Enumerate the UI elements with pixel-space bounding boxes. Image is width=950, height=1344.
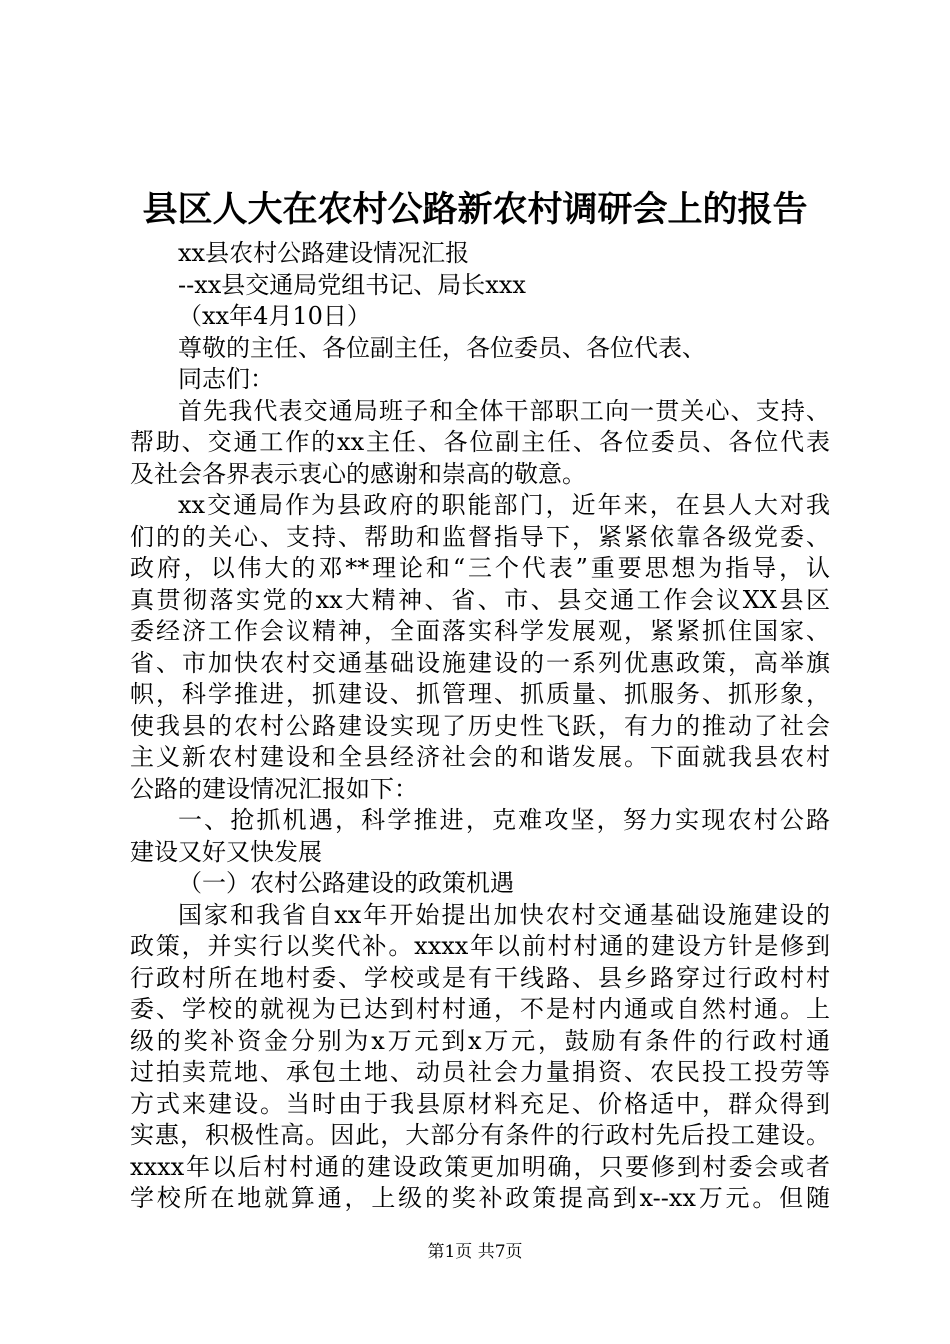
document-line: （一）农村公路建设的政策机遇 xyxy=(178,869,514,897)
document-line: 政府，以伟大的邓**理论和“三个代表”重要思想为指导，认 xyxy=(130,554,830,582)
document-line: 政策，并实行以奖代补。xxxx年以前村村通的建设方针是修到 xyxy=(130,932,830,960)
document-line: xx县农村公路建设情况汇报 xyxy=(178,239,470,267)
document-line: 级的奖补资金分别为x万元到x万元，鼓励有条件的行政村通 xyxy=(130,1026,830,1055)
document-line: （xx年4月10日） xyxy=(178,302,371,330)
document-line: --xx县交通局党组书记、局长xxx xyxy=(178,270,526,299)
document-line: 建设又好又快发展 xyxy=(130,837,322,866)
document-line: 学校所在地就算通，上级的奖补政策提高到x--xx万元。但随 xyxy=(130,1184,830,1212)
document-line: 方式来建设。当时由于我县原材料充足、价格适中，群众得到 xyxy=(130,1089,830,1118)
document-line: 及社会各界表示衷心的感谢和崇高的敬意。 xyxy=(130,459,586,488)
document-line: 主义新农村建设和全县经济社会的和谐发展。下面就我县农村 xyxy=(130,743,830,771)
document-line: 委、学校的就视为已达到村村通，不是村内通或自然村通。上 xyxy=(130,995,830,1023)
document-body xyxy=(130,238,830,1215)
document-line: 真贯彻落实党的xx大精神、省、市、县交通工作会议XX县区 xyxy=(130,585,830,614)
document-line: xx交通局作为县政府的职能部门，近年来，在县人大对我 xyxy=(178,491,830,519)
page-footer: 第1页 共7页 xyxy=(427,1242,523,1262)
document-line: 首先我代表交通局班子和全体干部职工向一贯关心、支持、 xyxy=(178,396,830,425)
document-line: xxxx年以后村村通的建设政策更加明确，只要修到村委会或者 xyxy=(130,1152,830,1181)
document-line: 同志们： xyxy=(178,365,274,393)
document-line: 尊敬的主任、各位副主任，各位委员、各位代表、 xyxy=(178,333,706,362)
document-line: 行政村所在地村委、学校或是有干线路、县乡路穿过行政村村 xyxy=(130,963,830,992)
document-line: 公路的建设情况汇报如下： xyxy=(130,774,418,803)
document-line: 过拍卖荒地、承包土地、动员社会力量捐资、农民投工投劳等 xyxy=(130,1058,830,1086)
document-line: 帮助、交通工作的xx主任、各位副主任、各位委员、各位代表 xyxy=(130,428,830,456)
document-line: 帜，科学推进，抓建设、抓管理、抓质量、抓服务、抓形象， xyxy=(130,680,830,708)
document-line: 们的的关心、支持、帮助和监督指导下，紧紧依靠各级党委、 xyxy=(130,522,830,551)
document-line: 国家和我省自xx年开始提出加快农村交通基础设施建设的 xyxy=(178,900,830,929)
document-line: 使我县的农村公路建设实现了历史性飞跃，有力的推动了社会 xyxy=(130,711,830,740)
document-line: 委经济工作会议精神，全面落实科学发展观，紧紧抓住国家、 xyxy=(130,617,830,645)
document-line: 一、抢抓机遇，科学推进，克难攻坚，努力实现农村公路 xyxy=(178,806,830,834)
document-title: 县区人大在农村公路新农村调研会上的报告 xyxy=(142,189,808,230)
document-line: 省、市加快农村交通基础设施建设的一系列优惠政策，高举旗 xyxy=(130,648,830,677)
document-line: 实惠，积极性高。因此，大部分有条件的行政村先后投工建设。 xyxy=(130,1121,830,1149)
